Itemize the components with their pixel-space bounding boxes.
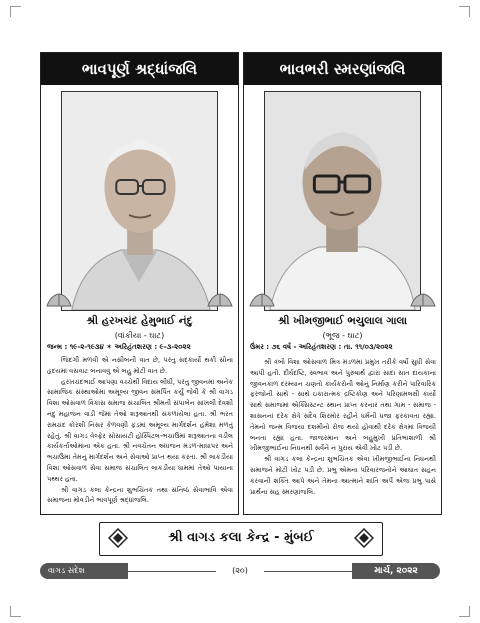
- publisher-footer: [99, 522, 383, 556]
- divider-line: [264, 571, 352, 572]
- issue-date: માર્ચ, ૨૦૨૨: [352, 563, 440, 579]
- crop-mark-bottom-left: [10, 606, 21, 617]
- paragraph: હરખચંદભાઈ આપણા વચ્ચેથી વિદાય લીધી, પરંતુ જીવનમાં અનેક સામાજિક સંસ્થાઓમાં અમૂલ્ય જીવન સમર્પિત કર્યું જેવી કે શ્રી વાગડ વિશા ઓસવાળ વિકાસ સમાજ સંચાલિત શ્રીમતી સંપાબેન સાંખલી દેવશી નંદુ મહાજન વાડી જેમાં તેઓ શરૂઆતથી સંકળાયેલા હતા. શ્રી ભરત રામચંદ કોરશી નિસર કેળવણી ફંડમાં અમૂલ્ય માર્ગદર્શન હંમેશા મળતું રહેતું. શ્રી વાગડ વેલ્ફેર સોસાયટી હોસ્પિટલ-ભચાઉમાં શરૂઆતના વડીલ કાર્યકર્તાઓમાંના એક હતા. શ્રી નવચેતન અંધજન મંડળ-માધાપર અને ભચાઉમાં તેમનું માર્ગદર્શન અને સેવાઓ પ્રાપ્ત થયા કરતા. શ્રી લાકડીયા વિશા ઓસવાળ સેવા સમાજ સંચાલિત લાકડીયા ધામમાં તેઓ પાયાના પથ્થર હતા.: [47, 377, 233, 483]
- diamond-ornament-icon: [108, 528, 128, 548]
- paragraph: શ્રી વાગડ કલા કેન્દ્રના શુભચિંતક તથા સંનિષ્ઠ સેવાભાવિ એવા સમાજના મોવડીને ભાવપૂર્ણ શ્રદ્ધાંજલિ.: [47, 485, 233, 505]
- person-name: શ્રી હરખચંદ હેમુભાઈ નંદુ: [86, 315, 193, 327]
- portrait-photo: [61, 91, 218, 311]
- paragraph: શ્રી વાગડ કલા કેન્દ્રના શુભચિંતક એવા ખીમજીભાઈના નિધનથી સમાજને મોટી ખોટ પડી છે. પ્રભુ એમના પરિવારજનોને આઘાત સહન કરવાની શક્તિ આપે અને તેમના આત્માને શાંતિ અર્પે એજ પ્રભુ પાસે પ્રાર્થના સહ સ્મરણાંજલિ.: [250, 455, 436, 496]
- diamond-ornament-icon: [354, 528, 374, 548]
- folded-hands-icon: [409, 293, 437, 307]
- tribute-banner: ભાવભરી સ્મરણાંજલિ: [244, 53, 441, 85]
- crop-mark-bottom-right: [459, 606, 470, 617]
- portrait-photo: [264, 91, 421, 311]
- life-dates: ઉંમર : ૭૬ વર્ષ - અરિહંતશરણ : તા. ૧૧/૦૩/૨૦૨૨: [250, 343, 393, 351]
- person-village: (વાંકીયા - ઘાટ): [114, 331, 165, 340]
- paragraph: શ્રી ત્રંબૌ વિશા ઓસવાળ મિત્ર મંડળમાં પ્રમુખ તરીકે વર્ષો સુધી સેવા આપી હતી. દીર્ઘદષ્ટિ, સ્વભાવ અને પુરુષાર્થ દ્વારા સાદા સાત દાયકાના જીવનકાળ દરમ્યાન ચણતો કાર્યકરોની ઓનું નિર્માણ કરીને પારિવારિક ફરજોની સાથે - સાથે ઇકારાત્મક દ્રષ્ટિકોણ અને પરિણામલક્ષી કાર્યો સાથે સમાજમાં એક્સિસ્ટન્ટ સ્થાન પ્રાપ્ત કરનાર તથા ગામ - સમાજ - શાસનનાં દરેક ક્ષેત્રે સદૈવ શિરમોર રહીને ધર્મની ધજા ફરકાવતા રહ્યા. તેમનો જન્મ વિજયા દશમીનો રોજ થયો હોવાથી દરેક ક્ષેત્રમાં વિજયી બનતા રહ્યા હતા. જાજરમાન અને બહુમુખી પ્રતિભાશાળી શ્રી ખીમજીભાઈના નિધનથી સર્વેને ન પુરાય એવી ખોટ પડી છે.: [250, 358, 436, 453]
- life-dates: જન્મ : ૧૯-૨-૧૯૩૪ ✶ અરિહંતશરણ : ૯-૩-૨૦૨૨: [47, 343, 191, 351]
- crop-mark-top-left: [10, 6, 21, 17]
- tribute-text: [250, 357, 436, 497]
- page-footer-bar: [40, 563, 440, 579]
- folded-hands-icon: [206, 293, 234, 307]
- folded-hands-icon: [45, 293, 73, 307]
- tribute-column-right: [243, 52, 442, 515]
- magazine-name: વાગડ સંદેશ: [40, 563, 128, 579]
- person-name: શ્રી ખીમજીભાઈ ભચુલાલ ગાલા: [277, 315, 408, 327]
- crop-mark-top-right: [459, 6, 470, 17]
- folded-hands-icon: [248, 293, 276, 307]
- tribute-banner: ભાવપૂર્ણ શ્રદ્ધાંજલિ: [41, 53, 238, 85]
- person-village: (ભૂજ - ઘાટ): [322, 331, 363, 340]
- publisher-title: શ્રી વાગડ કલા કેન્દ્ર - મુંબઈ: [168, 530, 314, 545]
- page-number: (૨૦): [232, 566, 248, 575]
- divider-line: [128, 571, 216, 572]
- tribute-text: [47, 355, 233, 506]
- tribute-column-left: [40, 52, 239, 515]
- paragraph: જિંદગી મળવી એ નસીબની વાત છે, પરંતુ સદ્કાર્યો થકી સૌના હૃદયમાં વસવાટ બનાવવું એ બહુ મોટી વાત છે.: [47, 356, 233, 375]
